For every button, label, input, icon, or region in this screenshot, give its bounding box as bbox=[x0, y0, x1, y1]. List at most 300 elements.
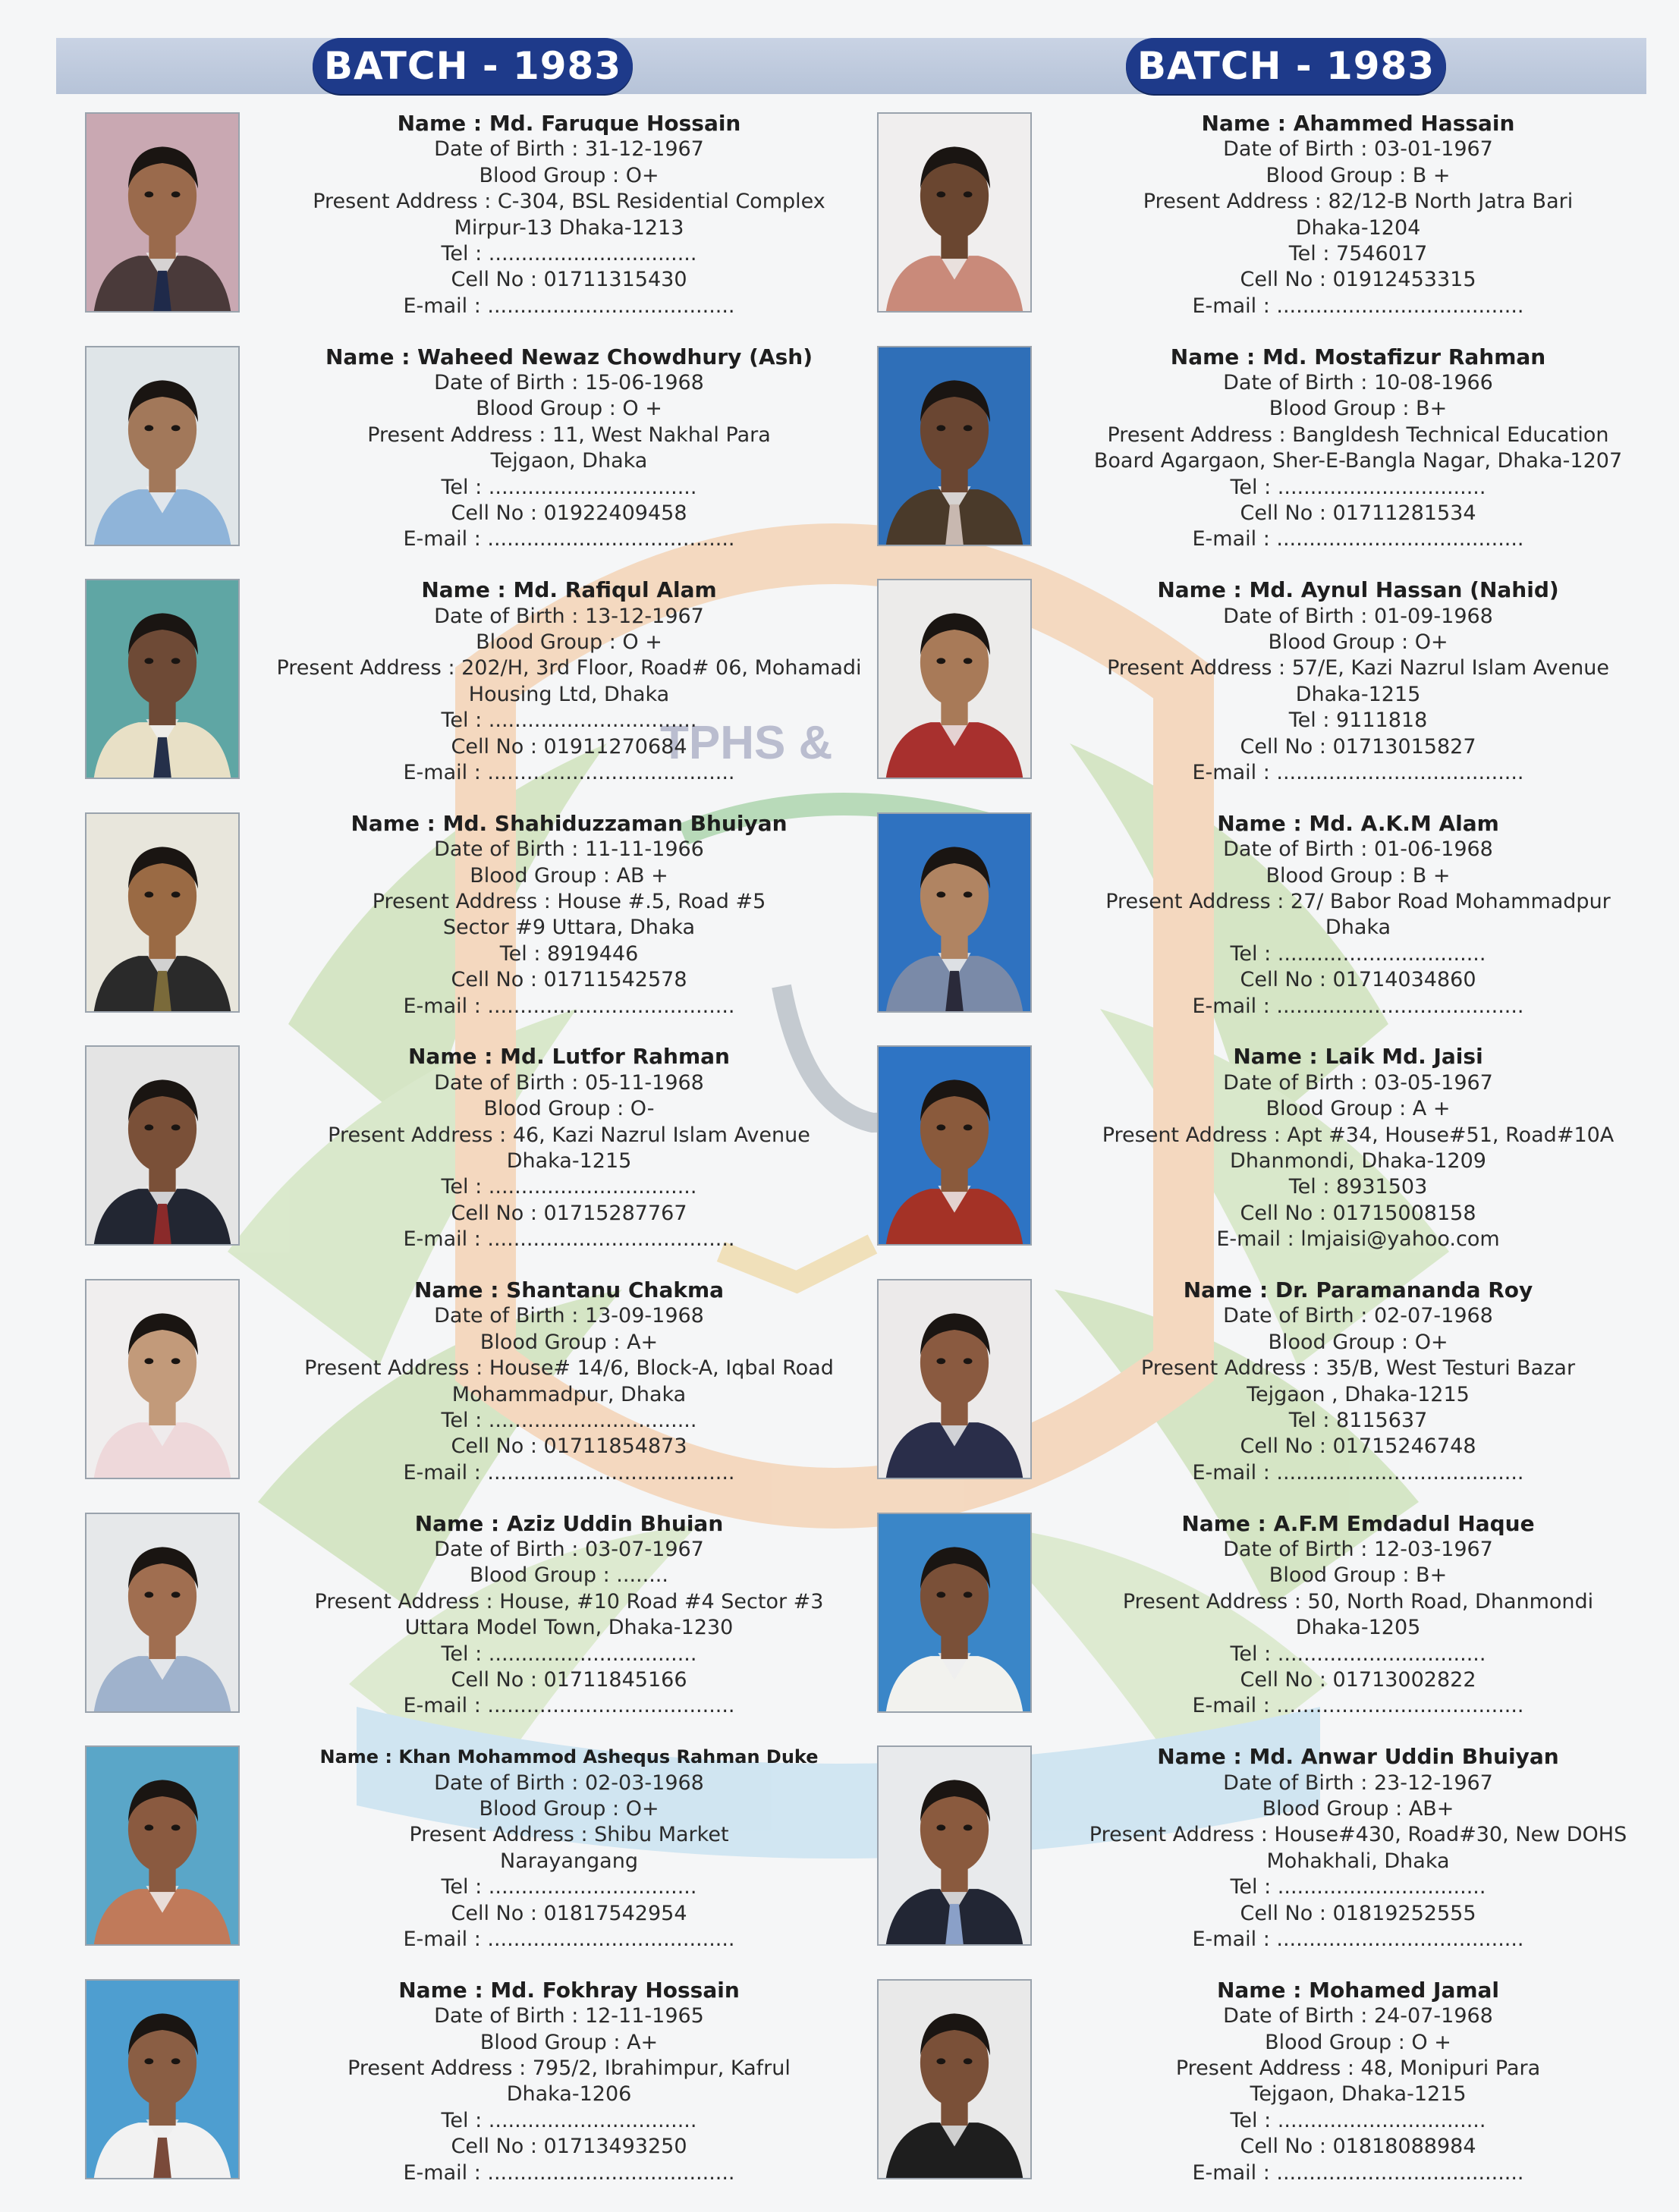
cell-value: 01714034860 bbox=[1332, 968, 1476, 992]
member-photo bbox=[877, 1513, 1032, 1713]
member-details bbox=[1038, 577, 1678, 786]
blood-group-value: AB+ bbox=[1408, 1796, 1454, 1821]
dob-line bbox=[249, 2003, 889, 2029]
blood-group-value: B + bbox=[1412, 863, 1451, 888]
blood-group-label: Blood Group : bbox=[1266, 163, 1413, 187]
cell-value: 01819252555 bbox=[1332, 1901, 1476, 1925]
blood-group-value: O+ bbox=[625, 163, 659, 187]
dob-label: Date of Birth : bbox=[434, 604, 585, 628]
address-line-2: Tejgaon , Dhaka-1215 bbox=[1247, 1382, 1470, 1406]
email-line: E-mail : ...................................... bbox=[403, 994, 735, 1018]
cell-line bbox=[1038, 501, 1678, 526]
address-line-1: Present Address : 48, Monipuri Para bbox=[1175, 2056, 1541, 2080]
tel-line: Tel : ................................ bbox=[1230, 475, 1486, 499]
blood-group-line bbox=[249, 163, 889, 189]
member-name: Md. Lutfor Rahman bbox=[500, 1044, 730, 1070]
address-line-2: Dhaka-1204 bbox=[1295, 215, 1421, 240]
name-label: Name : bbox=[1183, 1277, 1275, 1302]
member-entry bbox=[877, 1279, 1679, 1513]
member-entry bbox=[85, 812, 889, 1046]
cell-label: Cell No : bbox=[1240, 268, 1333, 292]
blood-group-value: B + bbox=[1412, 163, 1451, 187]
blood-group-value: O- bbox=[630, 1097, 655, 1121]
cell-line bbox=[1038, 267, 1678, 293]
dob-value: 12-03-1967 bbox=[1373, 1537, 1493, 1561]
member-photo bbox=[85, 112, 240, 313]
email-line: E-mail : ...................................... bbox=[403, 1460, 735, 1485]
address-line-1: Present Address : House#430, Road#30, New DOHS bbox=[1089, 1823, 1627, 1847]
member-name-line bbox=[1038, 1511, 1678, 1537]
address-line-2: Tejgaon, Dhaka bbox=[490, 449, 648, 473]
address-line-2: Dhanmondi, Dhaka-1209 bbox=[1230, 1149, 1486, 1173]
blood-group-value: O+ bbox=[1414, 1330, 1448, 1354]
name-label: Name : bbox=[1216, 1977, 1310, 2003]
member-details bbox=[249, 811, 889, 1020]
member-name: Mohamed Jamal bbox=[1309, 1977, 1500, 2003]
dob-line bbox=[1038, 370, 1678, 396]
cell-value: 01715287767 bbox=[543, 1201, 687, 1225]
dob-value: 12-11-1965 bbox=[584, 2004, 704, 2028]
member-details bbox=[1038, 1511, 1678, 1720]
name-label: Name : bbox=[398, 1977, 491, 2003]
dob-value: 11-11-1966 bbox=[584, 837, 704, 862]
blood-group-label: Blood Group : bbox=[479, 1330, 627, 1354]
dob-value: 01-06-1968 bbox=[1373, 837, 1493, 862]
blood-group-line bbox=[1038, 630, 1678, 655]
member-photo bbox=[85, 1045, 240, 1246]
cell-line bbox=[1038, 1201, 1678, 1227]
member-details bbox=[249, 111, 889, 319]
email-line: E-mail : lmjaisi@yahoo.com bbox=[1216, 1227, 1500, 1252]
member-photo bbox=[877, 346, 1032, 546]
address-line-1: Present Address : Apt #34, House#51, Road#10A bbox=[1102, 1123, 1615, 1147]
member-entry bbox=[85, 1510, 889, 1746]
cell-value: 01713493250 bbox=[543, 2135, 687, 2159]
member-photo bbox=[85, 812, 240, 1013]
tel-line: Tel : ................................ bbox=[441, 1642, 697, 1666]
dob-label: Date of Birth : bbox=[434, 371, 585, 394]
address-line-1: Present Address : 50, North Road, Dhanmondi bbox=[1122, 1589, 1594, 1613]
member-entry bbox=[877, 1745, 1679, 1979]
dob-value: 13-12-1967 bbox=[584, 604, 704, 628]
member-name-line bbox=[249, 1044, 889, 1070]
dob-line bbox=[1038, 1771, 1678, 1796]
member-name-line bbox=[1038, 577, 1678, 603]
cell-label: Cell No : bbox=[451, 968, 544, 992]
address-line-1: Present Address : House #.5, Road #5 bbox=[372, 890, 766, 913]
blood-group-label: Blood Group : bbox=[1262, 1796, 1409, 1821]
cell-line bbox=[249, 501, 889, 526]
address-line-1: Present Address : Bangldesh Technical Education bbox=[1107, 423, 1609, 447]
member-details bbox=[249, 1277, 889, 1486]
blood-group-line bbox=[249, 396, 889, 422]
name-label: Name : bbox=[325, 344, 418, 369]
member-details bbox=[1038, 111, 1678, 319]
member-name: Khan Mohammod Ashequs Rahman Duke bbox=[398, 1746, 819, 1768]
member-name: Ahammed Hassain bbox=[1293, 111, 1515, 136]
blood-group-label: Blood Group : bbox=[476, 630, 623, 654]
member-name: Md. Rafiqul Alam bbox=[513, 577, 717, 603]
address-line-1: Present Address : House# 14/6, Block-A, Iqbal Road bbox=[304, 1356, 834, 1381]
email-line: E-mail : ...................................... bbox=[403, 1227, 735, 1252]
member-name-line bbox=[1038, 111, 1678, 137]
cell-value: 01912453315 bbox=[1332, 268, 1476, 292]
watermark-text: TPHS & bbox=[660, 717, 833, 769]
name-label: Name : bbox=[351, 810, 443, 836]
cell-value: 01711315430 bbox=[543, 268, 687, 292]
member-details bbox=[249, 1511, 889, 1720]
cell-line bbox=[249, 1201, 889, 1227]
email-line: E-mail : ...................................... bbox=[403, 2160, 735, 2185]
member-entry bbox=[877, 1979, 1679, 2212]
address-line-2: Mohammadpur, Dhaka bbox=[451, 1382, 687, 1406]
address-line-1: Present Address : 35/B, West Testuri Bazar bbox=[1140, 1356, 1576, 1381]
cell-label: Cell No : bbox=[1240, 1901, 1333, 1925]
dob-value: 01-09-1968 bbox=[1373, 604, 1493, 628]
name-label: Name : bbox=[1157, 577, 1250, 603]
dob-label: Date of Birth : bbox=[434, 2004, 585, 2028]
member-name: Md. Aynul Hassan (Nahid) bbox=[1249, 577, 1559, 603]
dob-line bbox=[249, 1537, 889, 1563]
member-name: Aziz Uddin Bhuian bbox=[506, 1510, 724, 1536]
tel-line: Tel : 8931503 bbox=[1288, 1175, 1428, 1199]
cell-line bbox=[1038, 1667, 1678, 1693]
blood-group-line bbox=[249, 2030, 889, 2056]
cell-label: Cell No : bbox=[451, 1901, 544, 1925]
member-entry bbox=[85, 1745, 889, 1979]
blood-group-label: Blood Group : bbox=[1269, 1563, 1416, 1588]
member-entry bbox=[85, 1045, 889, 1279]
member-name: Md. A.K.M Alam bbox=[1309, 810, 1499, 836]
dob-value: 10-08-1966 bbox=[1373, 371, 1493, 394]
blood-group-label: Blood Group : bbox=[1269, 397, 1416, 421]
address-line-1: Present Address : House, #10 Road #4 Sector #3 bbox=[314, 1589, 824, 1613]
blood-group-value: A+ bbox=[627, 1330, 659, 1354]
member-name: Shantanu Chakma bbox=[506, 1277, 725, 1302]
blood-group-line bbox=[249, 630, 889, 655]
member-name-line bbox=[249, 1978, 889, 2003]
cell-label: Cell No : bbox=[1240, 501, 1333, 526]
tel-line: Tel : 7546017 bbox=[1288, 242, 1428, 266]
member-photo bbox=[877, 579, 1032, 779]
dob-line bbox=[1038, 2003, 1678, 2029]
blood-group-line bbox=[1038, 396, 1678, 422]
dob-label: Date of Birth : bbox=[1223, 2004, 1374, 2028]
address-line-1: Present Address : 202/H, 3rd Floor, Road# 06, Mohamadi bbox=[276, 656, 862, 680]
cell-value: 01713015827 bbox=[1332, 734, 1476, 759]
cell-value: 01922409458 bbox=[543, 501, 687, 526]
cell-label: Cell No : bbox=[1240, 1668, 1333, 1692]
member-name: Waheed Newaz Chowdhury (Ash) bbox=[417, 344, 813, 369]
blood-group-line bbox=[1038, 863, 1678, 889]
member-photo bbox=[85, 579, 240, 779]
address-line-1: Present Address : 27/ Babor Road Mohammadpur bbox=[1105, 890, 1611, 913]
member-name-line bbox=[249, 1511, 889, 1537]
cell-line bbox=[1038, 734, 1678, 760]
tel-line: Tel : ................................ bbox=[1230, 941, 1486, 966]
member-entry bbox=[877, 812, 1679, 1046]
cell-line bbox=[1038, 967, 1678, 993]
tel-line: Tel : ................................ bbox=[441, 1875, 697, 1899]
address-line-2: Dhaka-1206 bbox=[506, 2082, 632, 2107]
member-entry bbox=[85, 579, 889, 812]
dob-label: Date of Birth : bbox=[434, 1304, 585, 1328]
cell-line bbox=[249, 967, 889, 993]
blood-group-value: O+ bbox=[1414, 630, 1448, 654]
tel-line: Tel : ................................ bbox=[441, 1409, 697, 1432]
address-line-2: Mohakhali, Dhaka bbox=[1266, 1849, 1450, 1873]
dob-label: Date of Birth : bbox=[1223, 837, 1374, 862]
blood-group-label: Blood Group : bbox=[1265, 2030, 1412, 2054]
email-line: E-mail : ...................................... bbox=[403, 761, 735, 785]
tel-line: Tel : ................................ bbox=[1230, 2108, 1486, 2132]
email-line: E-mail : ...................................... bbox=[1192, 1928, 1524, 1951]
dob-line bbox=[1038, 604, 1678, 630]
member-name-line bbox=[249, 344, 889, 370]
email-line: E-mail : ...................................... bbox=[403, 294, 735, 318]
blood-group-value: O + bbox=[622, 630, 662, 654]
member-entry bbox=[877, 112, 1679, 346]
name-label: Name : bbox=[397, 111, 489, 136]
member-entry bbox=[877, 346, 1679, 580]
address-line-2: Housing Ltd, Dhaka bbox=[468, 682, 670, 706]
dob-label: Date of Birth : bbox=[1223, 1537, 1374, 1561]
address-line-1: Present Address : 82/12-B North Jatra Bari bbox=[1143, 190, 1574, 214]
email-line: E-mail : ...................................... bbox=[1192, 294, 1524, 318]
batch-title-left: BATCH - 1983 bbox=[313, 38, 633, 94]
blood-group-label: Blood Group : bbox=[470, 863, 617, 888]
dob-line bbox=[249, 1070, 889, 1096]
blood-group-label: Blood Group : bbox=[476, 397, 623, 421]
member-details bbox=[1038, 1978, 1678, 2186]
cell-line bbox=[249, 267, 889, 293]
cell-label: Cell No : bbox=[1240, 734, 1333, 759]
name-label: Name : bbox=[414, 1510, 507, 1536]
member-details bbox=[249, 344, 889, 553]
member-photo bbox=[85, 1745, 240, 1946]
member-name-line bbox=[249, 111, 889, 137]
dob-label: Date of Birth : bbox=[1223, 604, 1374, 628]
cell-line bbox=[249, 1901, 889, 1927]
dob-label: Date of Birth : bbox=[1223, 371, 1374, 394]
member-entry bbox=[85, 112, 889, 346]
cell-line bbox=[1038, 1434, 1678, 1459]
tel-line: Tel : ................................ bbox=[441, 2108, 697, 2132]
tel-line: Tel : ................................ bbox=[1230, 1875, 1486, 1899]
cell-label: Cell No : bbox=[451, 268, 544, 292]
member-name: Dr. Paramananda Roy bbox=[1275, 1277, 1533, 1302]
member-details bbox=[1038, 811, 1678, 1020]
cell-line bbox=[1038, 2134, 1678, 2160]
member-name: Md. Anwar Uddin Bhuiyan bbox=[1249, 1744, 1559, 1770]
dob-line bbox=[1038, 1303, 1678, 1329]
cell-value: 01711542578 bbox=[543, 968, 687, 992]
email-line: E-mail : ...................................... bbox=[403, 1928, 735, 1951]
blood-group-line bbox=[249, 1563, 889, 1588]
name-label: Name : bbox=[319, 1746, 399, 1768]
cell-value: 01911270684 bbox=[543, 734, 687, 759]
cell-line bbox=[249, 1667, 889, 1693]
dob-value: 02-07-1968 bbox=[1373, 1304, 1493, 1328]
address-line-2: Dhaka-1215 bbox=[1295, 682, 1421, 706]
address-line-2: Uttara Model Town, Dhaka-1230 bbox=[404, 1616, 734, 1640]
dob-label: Date of Birth : bbox=[434, 137, 585, 162]
blood-group-label: Blood Group : bbox=[1268, 1330, 1415, 1354]
email-line: E-mail : ...................................... bbox=[1192, 761, 1524, 785]
tel-line: Tel : ................................ bbox=[441, 475, 697, 499]
member-details bbox=[1038, 1744, 1678, 1953]
email-line: E-mail : ...................................... bbox=[1192, 994, 1524, 1018]
member-photo bbox=[85, 1513, 240, 1713]
member-name-line bbox=[1038, 1044, 1678, 1070]
member-photo bbox=[877, 812, 1032, 1013]
member-details bbox=[249, 1978, 889, 2186]
blood-group-value: AB + bbox=[616, 863, 668, 888]
dob-value: 03-01-1967 bbox=[1373, 137, 1493, 162]
cell-label: Cell No : bbox=[451, 1668, 544, 1692]
dob-line bbox=[249, 1303, 889, 1329]
member-entry bbox=[85, 1979, 889, 2212]
member-name-line bbox=[1038, 811, 1678, 837]
member-details bbox=[1038, 1044, 1678, 1252]
email-line: E-mail : ...................................... bbox=[1192, 2160, 1524, 2185]
blood-group-label: Blood Group : bbox=[1266, 863, 1413, 888]
dob-line bbox=[249, 370, 889, 396]
member-name-line bbox=[1038, 344, 1678, 370]
dob-label: Date of Birth : bbox=[434, 837, 585, 862]
blood-group-label: Blood Group : bbox=[479, 163, 626, 187]
dob-label: Date of Birth : bbox=[1223, 1070, 1374, 1095]
member-photo bbox=[85, 346, 240, 546]
member-photo bbox=[877, 1045, 1032, 1246]
tel-line: Tel : ................................ bbox=[1230, 1642, 1486, 1666]
member-photo bbox=[877, 1745, 1032, 1946]
member-name: Md. Fokhray Hossain bbox=[490, 1977, 740, 2003]
address-line-1: Present Address : 46, Kazi Nazrul Islam Avenue bbox=[328, 1123, 810, 1147]
tel-line: Tel : ................................ bbox=[441, 709, 697, 733]
blood-group-line bbox=[1038, 1563, 1678, 1588]
tel-line: Tel : 9111818 bbox=[1288, 709, 1428, 733]
member-name-line bbox=[1038, 1744, 1678, 1770]
cell-label: Cell No : bbox=[451, 1434, 544, 1459]
blood-group-line bbox=[1038, 1330, 1678, 1356]
name-label: Name : bbox=[413, 1277, 507, 1302]
cell-value: 01817542954 bbox=[543, 1901, 687, 1925]
name-label: Name : bbox=[1181, 1510, 1274, 1536]
cell-value: 01711281534 bbox=[1332, 501, 1476, 526]
tel-line: Tel : 8919446 bbox=[499, 941, 639, 966]
member-name-line bbox=[249, 1277, 889, 1303]
member-photo bbox=[877, 112, 1032, 313]
address-line-2: Board Agargaon, Sher-E-Bangla Nagar, Dhaka-1207 bbox=[1093, 449, 1623, 473]
cell-line bbox=[249, 734, 889, 760]
member-name-line bbox=[249, 577, 889, 603]
address-line-1: Present Address : 795/2, Ibrahimpur, Kafrul bbox=[347, 2056, 791, 2080]
dob-value: 05-11-1968 bbox=[584, 1070, 704, 1095]
member-name-line bbox=[1038, 1978, 1678, 2003]
cell-line bbox=[249, 2134, 889, 2160]
dob-line bbox=[249, 604, 889, 630]
name-label: Name : bbox=[1170, 344, 1262, 369]
email-line: E-mail : ...................................... bbox=[403, 527, 735, 551]
dob-line bbox=[1038, 837, 1678, 862]
address-line-2: Mirpur-13 Dhaka-1213 bbox=[454, 215, 684, 240]
dob-line bbox=[1038, 1537, 1678, 1563]
cell-label: Cell No : bbox=[1240, 2135, 1333, 2159]
cell-label: Cell No : bbox=[451, 1201, 544, 1225]
member-details bbox=[1038, 1277, 1678, 1486]
address-line-2: Dhaka-1205 bbox=[1295, 1616, 1421, 1640]
dob-value: 23-12-1967 bbox=[1373, 1771, 1493, 1795]
member-name: Md. Shahiduzzaman Bhuiyan bbox=[442, 810, 788, 836]
blood-group-line bbox=[1038, 2030, 1678, 2056]
blood-group-value: O+ bbox=[625, 1796, 659, 1821]
dob-value: 03-07-1967 bbox=[584, 1537, 704, 1561]
member-details bbox=[249, 577, 889, 786]
member-entry bbox=[85, 1279, 889, 1513]
cell-label: Cell No : bbox=[451, 734, 544, 759]
cell-value: 01715008158 bbox=[1332, 1201, 1476, 1225]
address-line-2: Dhaka-1215 bbox=[506, 1149, 632, 1173]
cell-label: Cell No : bbox=[1240, 968, 1333, 992]
name-label: Name : bbox=[1157, 1744, 1250, 1770]
blood-group-line bbox=[249, 863, 889, 889]
name-label: Name : bbox=[421, 577, 514, 603]
member-name: Md. Mostafizur Rahman bbox=[1262, 344, 1546, 369]
email-line: E-mail : ...................................... bbox=[1192, 527, 1524, 551]
dob-line bbox=[1038, 137, 1678, 162]
blood-group-line bbox=[1038, 1796, 1678, 1822]
name-label: Name : bbox=[1201, 111, 1294, 136]
address-line-1: Present Address : 57/E, Kazi Nazrul Islam Avenue bbox=[1107, 656, 1609, 680]
blood-group-value: B+ bbox=[1416, 397, 1448, 421]
dob-value: 31-12-1967 bbox=[584, 137, 704, 162]
blood-group-line bbox=[249, 1330, 889, 1356]
member-entry bbox=[877, 579, 1679, 812]
member-photo bbox=[877, 1979, 1032, 2179]
member-name-line bbox=[249, 1744, 889, 1770]
dob-value: 13-09-1968 bbox=[584, 1304, 704, 1328]
member-details bbox=[249, 1044, 889, 1252]
member-entry bbox=[85, 346, 889, 580]
address-line-1: Present Address : C-304, BSL Residential Complex bbox=[313, 190, 825, 214]
dob-value: 15-06-1968 bbox=[584, 371, 704, 394]
blood-group-value: A+ bbox=[627, 2030, 659, 2054]
address-line-2: Sector #9 Uttara, Dhaka bbox=[442, 916, 696, 940]
address-line-1: Present Address : 11, West Nakhal Para bbox=[367, 423, 771, 447]
right-column bbox=[877, 112, 1679, 2212]
member-photo bbox=[877, 1279, 1032, 1479]
cell-value: 01711845166 bbox=[543, 1668, 687, 1692]
email-line: E-mail : ...................................... bbox=[1192, 1694, 1524, 1718]
blood-group-label: Blood Group : bbox=[479, 2030, 627, 2054]
dob-value: 03-05-1967 bbox=[1373, 1070, 1493, 1095]
member-photo bbox=[85, 1279, 240, 1479]
address-line-2: Tejgaon, Dhaka-1215 bbox=[1250, 2082, 1467, 2107]
member-name-line bbox=[249, 811, 889, 837]
blood-group-label: Blood Group : bbox=[470, 1563, 617, 1588]
dob-value: 02-03-1968 bbox=[584, 1771, 704, 1795]
blood-group-label: Blood Group : bbox=[1268, 630, 1415, 654]
dob-line bbox=[1038, 1070, 1678, 1096]
member-photo bbox=[85, 1979, 240, 2179]
blood-group-line bbox=[249, 1796, 889, 1822]
cell-label: Cell No : bbox=[451, 2135, 544, 2159]
tel-line: Tel : 8115637 bbox=[1288, 1409, 1428, 1432]
cell-value: 01713002822 bbox=[1332, 1668, 1476, 1692]
email-line: E-mail : ...................................... bbox=[403, 1694, 735, 1718]
name-label: Name : bbox=[407, 1044, 501, 1070]
